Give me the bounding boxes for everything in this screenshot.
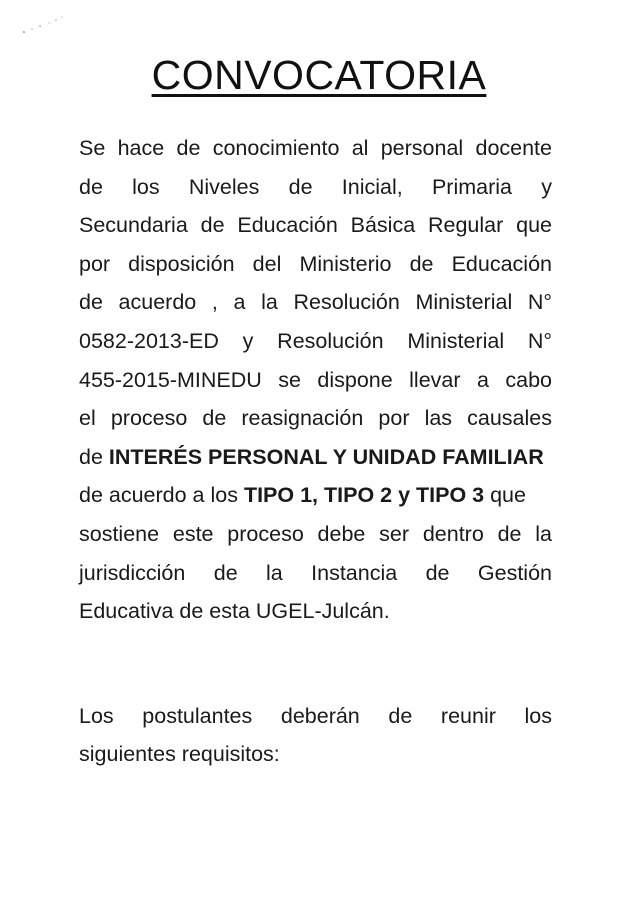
body-line-12: jurisdicción de la Instancia de Gestión [79,560,552,585]
body-line-8: el proceso de reasignación por las causales [79,406,552,431]
title-text: CONVOCATORIA [151,52,487,98]
body-line-1: Se hace de conocimiento al personal docente [79,136,552,160]
body-line-4: por disposición del Ministerio de Educación [79,251,552,276]
reasignment-types: TIPO 1, TIPO 2 y TIPO 3 [243,483,485,508]
body-line-7: 455-2015-MINEDU se dispone llevar a cabo [79,367,552,392]
body-line-3: Secundaria de Educación Básica Regular que [79,213,552,238]
body-line-6: 0582-2013-ED y Resolución Ministerial N° [79,328,552,353]
body-line-13: Educativa de esta UGEL-Julcán. [79,599,390,624]
line10-prefix: de acuerdo a los [79,483,244,508]
body-line-5: de acuerdo , a la Resolución Ministerial N° [79,290,552,315]
notice-body [79,129,552,774]
scan-noise-marks [18,14,68,38]
body-line-10 [79,476,552,515]
requirements-line-2: siguientes requisitos: [79,742,280,767]
reasignment-causes: INTERÉS PERSONAL Y UNIDAD FAMILIAR [108,444,544,469]
body-line-9 [79,438,552,477]
requirements-line-1: Los postulantes deberán de reunir los [79,703,552,728]
paragraph-gap [79,631,552,697]
body-line-11: sostiene este proceso debe ser dentro de la [79,521,552,546]
line10-suffix: que [484,483,526,508]
body-line-2: de los Niveles de Inicial, Primaria y [79,174,552,199]
document-title [0,52,638,99]
line9-prefix: de [79,444,109,469]
